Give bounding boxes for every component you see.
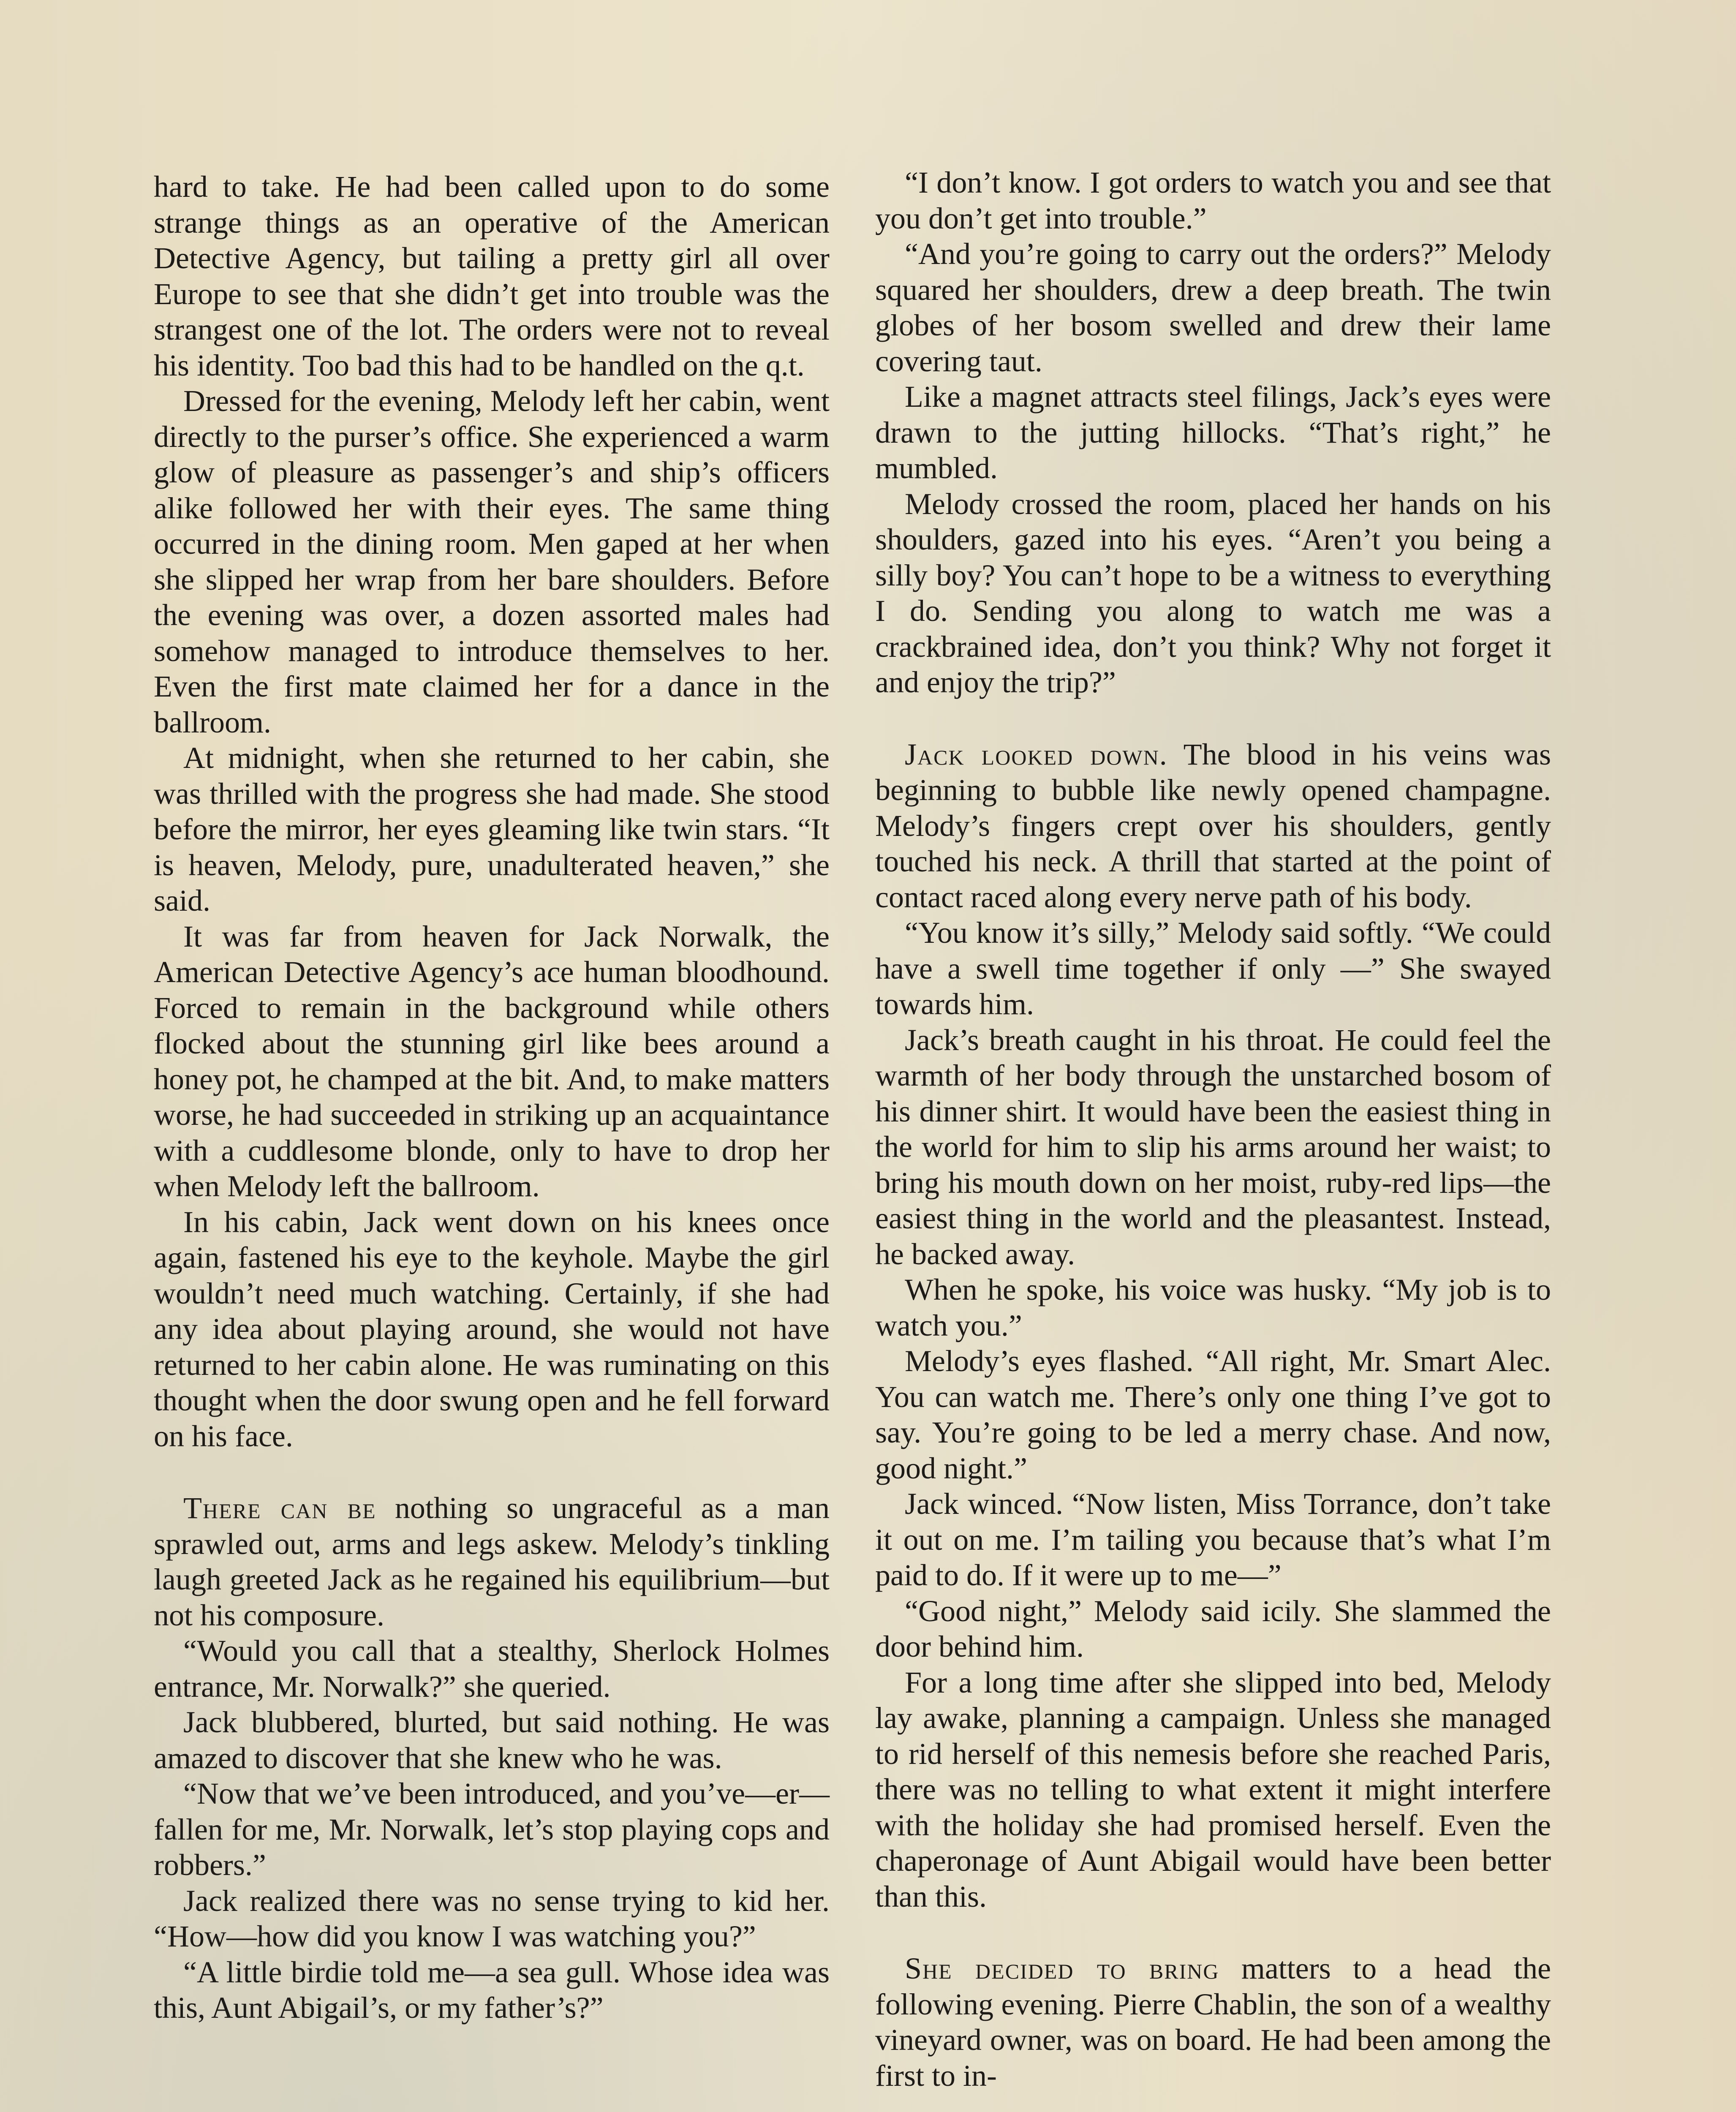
paragraph: “I don’t know. I got orders to watch you and see that you don’t get into trouble.”	[875, 166, 1551, 235]
paragraph: In his cabin, Jack went down on his knees once again, fastened his eye to the keyhole. Maybe the girl wouldn’t need much watching. Certainly, if she had any idea about playing around, she would not have returned to her cabin alone. He was ruminating on this thought when the door swung open and he fell forward on his face.	[154, 1205, 830, 1453]
paragraph: “And you’re going to carry out the orders?” Melody squared her shoulders, drew a deep breath. The twin globes of her bosom swelled and drew their lame covering taut.	[875, 237, 1551, 378]
section-text: matters to a head the following evening. Pierre Chablin, the son of a wealthy vineyard owner, was on board. He had been among the first to in-	[875, 1951, 1551, 2093]
section-lead-in: There can be	[183, 1491, 376, 1525]
section-paragraph	[875, 1951, 1551, 2093]
paragraph: Dressed for the evening, Melody left her cabin, went directly to the purser’s office. She experienced a warm glow of pleasure as passenger’s and ship’s officers alike followed her with their eyes. The same thing occurred in the dining room. Men gaped at her when she slipped her wrap from her bare shoulders. Before the evening was over, a dozen assorted males had somehow managed to introduce themselves to her. Even the first mate claimed her for a dance in the ballroom.	[154, 384, 830, 739]
paragraph: hard to take. He had been called upon to do some strange things as an operative of the American Detective Agency, but tailing a pretty girl all over Europe to see that she didn’t get into trouble was the strangest one of the lot. The orders were not to reveal his identity. Too bad this had to be handled on the q.t.	[154, 170, 830, 382]
section-text: nothing so ungraceful as a man sprawled out, arms and legs askew. Melody’s tinkling laugh greeted Jack as he regained his equilibrium—but not his composure.	[154, 1491, 830, 1632]
paragraph: Jack winced. “Now listen, Miss Torrance, don’t take it out on me. I’m tailing you because that’s what I’m paid to do. If it were up to me—”	[875, 1487, 1551, 1592]
paragraph: Melody’s eyes flashed. “All right, Mr. Smart Alec. You can watch me. There’s only one thing I’ve got to say. You’re going to be led a merry chase. And now, good night.”	[875, 1344, 1551, 1485]
paragraph: “A little birdie told me—a sea gull. Whose idea was this, Aunt Abigail’s, or my father’s?”	[154, 1955, 830, 2025]
section-lead-in: Jack looked down.	[905, 737, 1168, 771]
paragraph: “Now that we’ve been introduced, and you’ve—er—fallen for me, Mr. Norwalk, let’s stop playing cops and robbers.”	[154, 1777, 830, 1882]
paragraph: Melody crossed the room, placed her hands on his shoulders, gazed into his eyes. “Aren’t you being a silly boy? You can’t hope to be a witness to everything I do. Sending you along to watch me was a crackbrained idea, don’t you think? Why not forget it and enjoy the trip?”	[875, 487, 1551, 699]
paragraph: When he spoke, his voice was husky. “My job is to watch you.”	[875, 1273, 1551, 1342]
paragraph: At midnight, when she returned to her cabin, she was thrilled with the progress she had made. She stood before the mirror, her eyes gleaming like twin stars. “It is heaven, Melody, pure, unadulterated heaven,” she said.	[154, 741, 830, 917]
paragraph: It was far from heaven for Jack Norwalk, the American Detective Agency’s ace human bloodhound. Forced to remain in the background while others flocked about the stunning girl like bees around a honey pot, he champed at the bit. And, to make matters worse, he had succeeded in striking up an acquaintance with a cuddlesome blonde, only to have to drop her when Melody left the ballroom.	[154, 919, 830, 1203]
paragraph: Like a magnet attracts steel filings, Jack’s eyes were drawn to the jutting hillocks. “That’s right,” he mumbled.	[875, 380, 1551, 485]
section-paragraph	[154, 1490, 830, 1633]
section-lead-in: She decided to bring	[905, 1951, 1219, 1985]
paragraph: Jack’s breath caught in his throat. He could feel the warmth of her body through the unstarched bosom of his dinner shirt. It would have been the easiest thing in the world for him to slip his arms around her waist; to bring his mouth down on her moist, ruby-red lips—the easiest thing in the world and the pleasantest. Instead, he backed away.	[875, 1023, 1551, 1271]
paragraph: Jack realized there was no sense trying to kid her. “How—how did you know I was watching you?”	[154, 1883, 830, 1953]
right-text-column	[875, 165, 1551, 2093]
left-text-column	[154, 169, 830, 2026]
paragraph: Jack blubbered, blurted, but said nothing. He was amazed to discover that she knew who he was.	[154, 1705, 830, 1775]
paragraph: “You know it’s silly,” Melody said softly. “We could have a swell time together if only —” She swayed towards him.	[875, 916, 1551, 1021]
paragraph: “Good night,” Melody said icily. She slammed the door behind him.	[875, 1594, 1551, 1663]
section-text: The blood in his veins was beginning to bubble like newly opened champagne. Melody’s fingers crept over his shoulders, gently touched his neck. A thrill that started at the point of contact raced along every nerve path of his body.	[875, 737, 1551, 914]
section-paragraph	[875, 737, 1551, 915]
paragraph: “Would you call that a stealthy, Sherlock Holmes entrance, Mr. Norwalk?” she queried.	[154, 1634, 830, 1704]
paragraph: For a long time after she slipped into bed, Melody lay awake, planning a campaign. Unless she managed to rid herself of this nemesis before she reached Paris, there was no telling to what extent it might interfere with the holiday she had promised herself. Even the chaperonage of Aunt Abigail would have been better than this.	[875, 1665, 1551, 1913]
